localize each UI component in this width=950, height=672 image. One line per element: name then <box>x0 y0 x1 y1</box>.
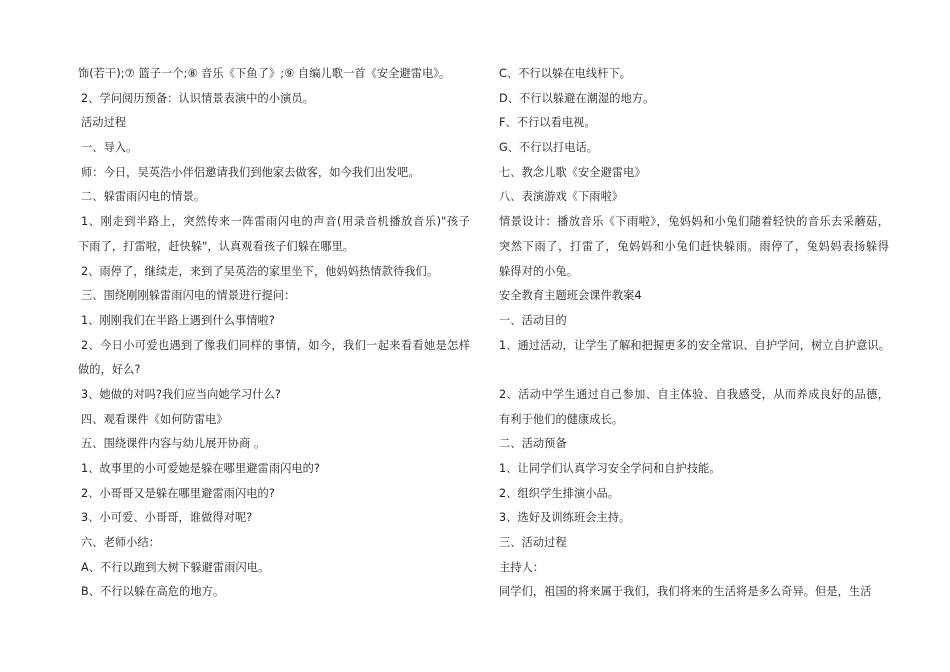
section-heading: 六、老师小结： <box>81 536 161 550</box>
text-line: 有利于他们的健康成长。 <box>499 412 624 426</box>
list-item: 1、刚刚我们在半路上遇到什么事情啦? <box>81 313 275 327</box>
section-heading: 五、围绕课件内容与幼儿展开协商 。 <box>81 437 266 451</box>
text-line: 饰(若干);⑦ 篮子一个;⑧ 音乐《下鱼了》;⑨ 自编儿歌一首《安全避雷电》。 <box>78 67 451 80</box>
list-item: 2、组织学生排演小品。 <box>499 486 620 500</box>
list-item: 1、通过活动，让学生了解和把握更多的安全常识、自护学问，树立自护意识。 <box>499 338 890 352</box>
text-line: 2、学问阅历预备：认识情景表演中的小演员。 <box>81 91 314 105</box>
section-heading: 二、活动预备 <box>499 437 567 451</box>
text-line: 同学们，祖国的将来属于我们，我们将来的生活将是多么奇异。但是，生活 <box>499 585 872 599</box>
section-heading: 三、围绕刚刚躲雷雨闪电的情景进行提问： <box>81 289 296 303</box>
list-item: 3、选好及训练班会主持。 <box>499 511 631 525</box>
list-item: 1、故事里的小可爱她是躲在哪里避雷雨闪电的? <box>81 462 321 475</box>
blank-line <box>499 358 889 383</box>
section-heading: 一、活动目的 <box>499 313 567 327</box>
list-item: 3、小可爱、小哥哥，谁做得对呢? <box>81 511 253 525</box>
text-line: 做的，好么? <box>78 363 141 377</box>
list-item: 3、她做的对吗?我们应当向她学习什么? <box>81 387 281 401</box>
list-item: G、不行以打电话。 <box>499 141 599 155</box>
section-heading: 八、表演游戏《下雨啦》 <box>499 190 624 204</box>
list-item: 2、活动中学生通过自己参加、自主体验、自我感受，从而养成良好的品德， <box>499 387 889 401</box>
list-item: B、不行以躲在高危的地方。 <box>81 585 225 599</box>
left-column <box>78 62 470 605</box>
section-heading: 七、教念儿歌《安全避雷电》 <box>499 165 646 179</box>
text-line: 突然下雨了，打雷了，兔妈妈和小兔们赶快躲雨。雨停了，兔妈妈表扬躲得 <box>499 239 889 253</box>
speaker-label: 主持人： <box>499 560 545 574</box>
section-heading: 三、活动过程 <box>499 536 567 550</box>
list-item: A、不行以跑到大树下躲避雷雨闪电。 <box>81 560 270 574</box>
text-line: 躲得对的小兔。 <box>499 264 579 278</box>
list-item: 2、小哥哥又是躲在哪里避雷雨闪电的? <box>81 486 275 500</box>
document-title: 安全教育主题班会课件教案4 <box>499 289 642 303</box>
list-item: D、不行以躲避在潮湿的地方。 <box>499 91 655 105</box>
section-heading: 四、观看课件《如何防雷电》 <box>81 412 228 426</box>
list-item: 2、今日小可爱也遇到了像我们同样的事情，如今，我们一起来看看她是怎样 <box>81 338 470 352</box>
text-line: 2、雨停了，继续走，来到了吴英浩的家里坐下，他妈妈热情款待我们。 <box>81 264 439 278</box>
text-line: 1、刚走到半路上，突然传来一阵雷雨闪电的声音(用录音机播放音乐)"孩子 <box>81 215 470 229</box>
list-item: 1、让同学们认真学习安全学问和自护技能。 <box>499 462 721 475</box>
list-item: C、不行以躲在电线杆下。 <box>499 67 632 80</box>
right-column <box>499 62 889 605</box>
section-heading: 活动过程 <box>81 116 127 130</box>
text-line: 情景设计：播放音乐《下雨啦》，兔妈妈和小兔们随着轻快的音乐去采蘑菇， <box>499 215 889 229</box>
section-heading: 一、导入。 <box>81 141 138 155</box>
text-line: 师：今日，吴英浩小伴侣邀请我们到他家去做客，如今我们出发吧。 <box>81 165 420 179</box>
section-heading: 二、躲雷雨闪电的情景。 <box>81 190 206 204</box>
text-line: 下雨了，打雷啦，赶快躲"，认真观看孩子们躲在哪里。 <box>78 239 355 253</box>
list-item: F、不行以看电视。 <box>499 116 596 130</box>
